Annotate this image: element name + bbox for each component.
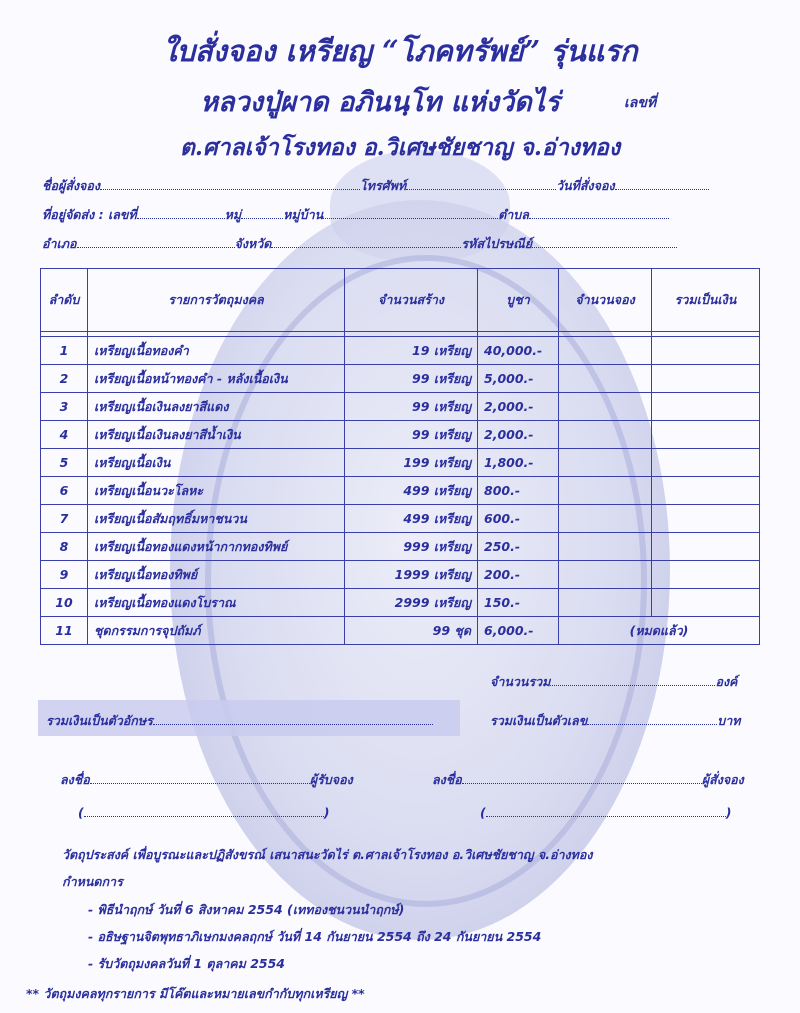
row-price: 150.- bbox=[478, 589, 559, 617]
table-row bbox=[41, 533, 760, 561]
form-row-2 bbox=[42, 205, 669, 225]
text-total-label: รวมเงินเป็นตัวอักษร bbox=[46, 713, 153, 728]
postcode-field[interactable] bbox=[532, 247, 677, 248]
reserver-name-row: ( ) bbox=[78, 805, 330, 820]
row-qty: 199 เหรียญ bbox=[345, 449, 478, 477]
row-reserve-cell[interactable] bbox=[559, 561, 652, 589]
row-qty: 2999 เหรียญ bbox=[345, 589, 478, 617]
row-total-cell[interactable] bbox=[652, 421, 760, 449]
reserver-name-field[interactable] bbox=[84, 816, 324, 817]
tambon-field[interactable] bbox=[529, 218, 669, 219]
orderer-name-field[interactable] bbox=[100, 189, 360, 190]
table-row bbox=[41, 505, 760, 533]
village-label: หมู่บ้าน bbox=[283, 207, 324, 222]
row-qty: 99 ชุด bbox=[345, 617, 478, 645]
count-total-label: จำนวนรวม bbox=[490, 674, 551, 689]
orderer-name-label: ชื่อผู้สั่งจอง bbox=[42, 178, 100, 193]
row-item: เหรียญเนื้อทองแดงโบราณ bbox=[88, 589, 345, 617]
row-total-cell[interactable] bbox=[652, 449, 760, 477]
row-no: 9 bbox=[41, 561, 88, 589]
row-reserve-cell[interactable] bbox=[559, 589, 652, 617]
sold-out-note: (หมดแล้ว) bbox=[559, 617, 760, 645]
num-total-label: รวมเงินเป็นตัวเลข bbox=[490, 713, 588, 728]
col-header-no: ลำดับ bbox=[41, 269, 88, 332]
table-row bbox=[41, 561, 760, 589]
row-qty: 499 เหรียญ bbox=[345, 505, 478, 533]
tambon-label: ตำบล bbox=[498, 207, 529, 222]
row-no: 4 bbox=[41, 421, 88, 449]
row-qty: 1999 เหรียญ bbox=[345, 561, 478, 589]
col-header-reserve: จำนวนจอง bbox=[559, 269, 652, 332]
sign-label-1: ลงชื่อ bbox=[60, 772, 90, 787]
province-label: จังหวัด bbox=[234, 236, 272, 251]
village-field[interactable] bbox=[323, 218, 498, 219]
event-3: - รับวัตถุมงคลวันที่ 1 ตุลาคม 2554 bbox=[88, 956, 286, 971]
row-item: เหรียญเนื้อเงิน bbox=[88, 449, 345, 477]
table-row bbox=[41, 337, 760, 365]
moo-field[interactable] bbox=[241, 218, 283, 219]
title-line-3: ต.ศาลเจ้าโรงทอง อ.วิเศษชัยชาญ จ.อ่างทอง bbox=[179, 134, 621, 161]
row-price: 40,000.- bbox=[478, 337, 559, 365]
row-reserve-cell[interactable] bbox=[559, 337, 652, 365]
table-row bbox=[41, 617, 760, 645]
reserver-label: ผู้รับจอง bbox=[309, 772, 353, 787]
table-row bbox=[41, 449, 760, 477]
row-reserve-cell[interactable] bbox=[559, 477, 652, 505]
schedule-label: กำหนดการ bbox=[62, 874, 123, 889]
doc-number-label: เลขที่ bbox=[624, 95, 657, 111]
row-item: เหรียญเนื้อหน้าทองคำ - หลังเนื้อเงิน bbox=[88, 365, 345, 393]
table-row bbox=[41, 589, 760, 617]
orderer-print-name-field[interactable] bbox=[486, 816, 726, 817]
table-row bbox=[41, 421, 760, 449]
moo-label: หมู่ bbox=[224, 207, 242, 222]
table-header-row bbox=[41, 269, 760, 332]
count-total-unit: องค์ bbox=[715, 674, 738, 689]
row-item: เหรียญเนื้อทองทิพย์ bbox=[88, 561, 345, 589]
sign-label-2: ลงชื่อ bbox=[432, 772, 462, 787]
table-row bbox=[41, 365, 760, 393]
col-header-total: รวมเป็นเงิน bbox=[652, 269, 760, 332]
row-qty: 499 เหรียญ bbox=[345, 477, 478, 505]
reserver-sign-row bbox=[60, 770, 353, 790]
footer-note: ** วัตถุมงคลทุกรายการ มีโค๊ตและหมายเลขกำกับทุกเหรียญ ** bbox=[26, 986, 365, 1001]
order-date-label: วันที่สั่งจอง bbox=[556, 178, 615, 193]
count-total-row bbox=[490, 672, 737, 692]
orderer-label: ผู้สั่งจอง bbox=[701, 772, 744, 787]
postcode-label: รหัสไปรษณีย์ bbox=[461, 236, 533, 251]
row-total-cell[interactable] bbox=[652, 589, 760, 617]
row-qty: 99 เหรียญ bbox=[345, 421, 478, 449]
form-row-1 bbox=[42, 176, 709, 196]
address-no-label: ที่อยู่จัดส่ง : เลขที่ bbox=[42, 207, 137, 222]
row-reserve-cell[interactable] bbox=[559, 533, 652, 561]
row-item: เหรียญเนื้อทองคำ bbox=[88, 337, 345, 365]
row-total-cell[interactable] bbox=[652, 533, 760, 561]
row-price: 1,800.- bbox=[478, 449, 559, 477]
row-reserve-cell[interactable] bbox=[559, 365, 652, 393]
orderer-name-row: ( ) bbox=[480, 805, 732, 820]
col-header-item: รายการวัตถุมงคล bbox=[88, 269, 345, 332]
row-price: 5,000.- bbox=[478, 365, 559, 393]
event-1: - พิธีนำฤกษ์ วันที่ 6 สิงหาคม 2554 (เททองชนวนนำฤกษ์) bbox=[88, 902, 405, 917]
row-reserve-cell[interactable] bbox=[559, 421, 652, 449]
count-total-field[interactable] bbox=[550, 685, 715, 686]
col-header-price: บูชา bbox=[478, 269, 559, 332]
row-price: 2,000.- bbox=[478, 421, 559, 449]
order-date-field[interactable] bbox=[615, 189, 709, 190]
phone-label: โทรศัพท์ bbox=[359, 178, 407, 193]
table-row bbox=[41, 477, 760, 505]
form-row-3 bbox=[42, 234, 677, 254]
row-price: 200.- bbox=[478, 561, 559, 589]
row-reserve-cell[interactable] bbox=[559, 449, 652, 477]
row-total-cell[interactable] bbox=[652, 365, 760, 393]
row-item: ชุดกรรมการจุปถัมภ์ bbox=[88, 617, 345, 645]
row-item: เหรียญเนื้อเงินลงยาสีน้ำเงิน bbox=[88, 421, 345, 449]
row-reserve-cell[interactable] bbox=[559, 393, 652, 421]
row-no: 6 bbox=[41, 477, 88, 505]
row-total-cell[interactable] bbox=[652, 337, 760, 365]
row-qty: 999 เหรียญ bbox=[345, 533, 478, 561]
row-price: 600.- bbox=[478, 505, 559, 533]
row-qty: 99 เหรียญ bbox=[345, 365, 478, 393]
row-price: 2,000.- bbox=[478, 393, 559, 421]
table-row bbox=[41, 393, 760, 421]
row-no: 2 bbox=[41, 365, 88, 393]
row-no: 11 bbox=[41, 617, 88, 645]
row-qty: 99 เหรียญ bbox=[345, 393, 478, 421]
row-reserve-cell[interactable] bbox=[559, 505, 652, 533]
row-qty: 19 เหรียญ bbox=[345, 337, 478, 365]
title-line-1: ใบสั่งจอง เหรียญ “โภคทรัพย์” รุ่นแรก bbox=[162, 34, 638, 68]
row-item: เหรียญเนื้อทองแดงหน้ากากทองทิพย์ bbox=[88, 533, 345, 561]
num-total-unit: บาท bbox=[717, 713, 741, 728]
reserver-sign-field[interactable] bbox=[90, 783, 310, 784]
row-total-cell[interactable] bbox=[652, 505, 760, 533]
col-header-qty: จำนวนสร้าง bbox=[345, 269, 478, 332]
row-total-cell[interactable] bbox=[652, 477, 760, 505]
order-table bbox=[40, 268, 760, 645]
row-item: เหรียญเนื้อสัมฤทธิ์มหาชนวน bbox=[88, 505, 345, 533]
orderer-sign-row bbox=[432, 770, 744, 790]
num-total-row bbox=[490, 711, 740, 731]
row-no: 1 bbox=[41, 337, 88, 365]
address-no-field[interactable] bbox=[137, 218, 225, 219]
row-price: 800.- bbox=[478, 477, 559, 505]
amphoe-field[interactable] bbox=[77, 247, 235, 248]
row-price: 250.- bbox=[478, 533, 559, 561]
row-price: 6,000.- bbox=[478, 617, 559, 645]
row-no: 3 bbox=[41, 393, 88, 421]
row-item: เหรียญเนื้อนวะโลหะ bbox=[88, 477, 345, 505]
orderer-sign-field[interactable] bbox=[462, 783, 702, 784]
text-total-row bbox=[46, 711, 433, 731]
row-no: 5 bbox=[41, 449, 88, 477]
province-field[interactable] bbox=[271, 247, 461, 248]
row-total-cell[interactable] bbox=[652, 561, 760, 589]
num-total-field[interactable] bbox=[587, 724, 717, 725]
row-no: 8 bbox=[41, 533, 88, 561]
title-line-2: หลวงปู่ผาด อภินนฺโท แห่งวัดไร่ bbox=[200, 87, 560, 118]
purpose-text: วัตถุประสงค์ เพื่อบูรณะและปฏิสังขรณ์ เสนาสนะวัดไร่ ต.ศาลเจ้าโรงทอง อ.วิเศษชัยชาญ จ.อ่างทอง bbox=[62, 847, 593, 862]
text-total-field[interactable] bbox=[153, 724, 433, 725]
amphoe-label: อำเภอ bbox=[42, 236, 77, 251]
row-item: เหรียญเนื้อเงินลงยาสีแดง bbox=[88, 393, 345, 421]
event-2: - อธิษฐานจิตพุทธาภิเษกมงคลฤกษ์ วันที่ 14 กันยายน 2554 ถึง 24 กันยายน 2554 bbox=[88, 929, 542, 944]
phone-field[interactable] bbox=[406, 189, 556, 190]
row-no: 10 bbox=[41, 589, 88, 617]
row-no: 7 bbox=[41, 505, 88, 533]
row-total-cell[interactable] bbox=[652, 393, 760, 421]
